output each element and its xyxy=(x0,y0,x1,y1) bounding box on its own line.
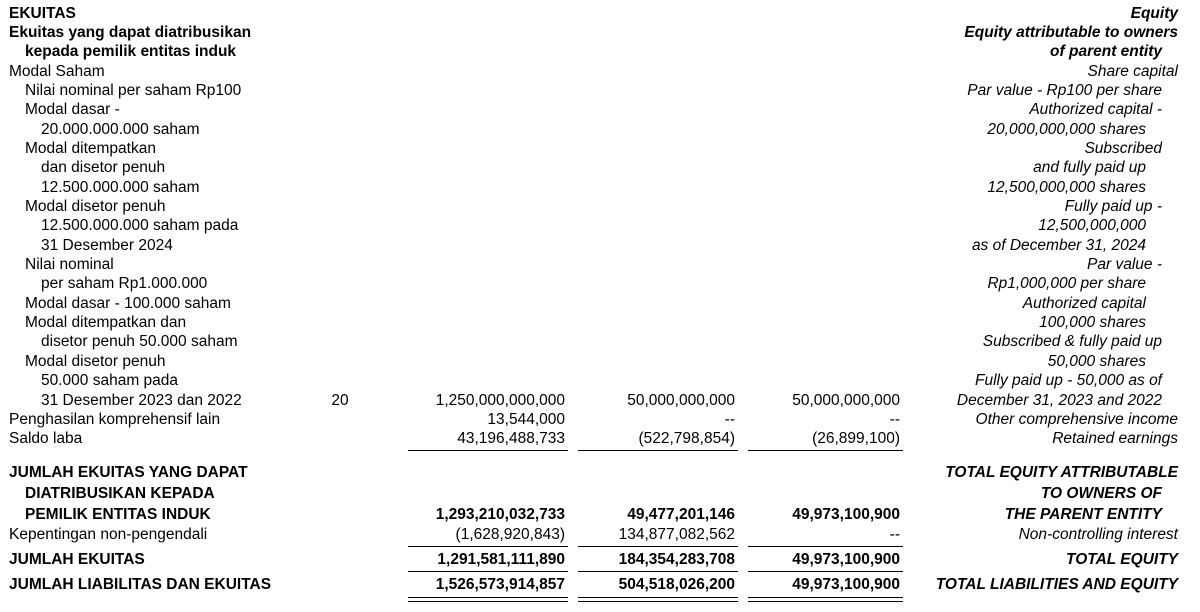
value-2023: -- xyxy=(724,411,735,428)
value-2023: 49,477,201,146 xyxy=(627,506,735,523)
row-subscribed xyxy=(0,139,1200,158)
row-label-en: Retained earnings xyxy=(1052,430,1178,447)
equity-rule-col1 xyxy=(408,571,568,572)
row-total-liab-equity xyxy=(0,575,1200,594)
value-2024: (1,628,920,843) xyxy=(455,526,565,543)
row-label-id: dan disetor penuh xyxy=(41,159,166,176)
header-title-row xyxy=(0,4,1200,23)
value-2024: 1,293,210,032,733 xyxy=(435,506,565,523)
total-equity-label-en: TOTAL EQUITY xyxy=(1066,551,1178,568)
row-authorized xyxy=(0,100,1200,119)
row-label-id: Modal disetor penuh xyxy=(25,353,166,370)
row-label-id: 20.000.000.000 saham xyxy=(41,121,200,138)
row-label-en: 20,000,000,000 shares xyxy=(987,121,1146,138)
row-label-en: Other comprehensive income xyxy=(975,411,1178,428)
row-label-en: Non-controlling interest xyxy=(1018,526,1178,543)
note-ref: 20 xyxy=(331,392,349,409)
row-label-id: Modal ditempatkan dan xyxy=(25,314,187,331)
value-2024: 1,291,581,111,890 xyxy=(437,551,565,568)
total-label-id-3: PEMILIK ENTITAS INDUK xyxy=(25,506,211,523)
row-label-id: Nilai nominal per saham Rp100 xyxy=(25,82,242,99)
double-rule-top-col1 xyxy=(408,597,568,598)
value-2023: 184,354,283,708 xyxy=(618,551,735,568)
section-title-en: Equity xyxy=(1130,5,1178,22)
total-attrib-line1 xyxy=(0,463,1200,482)
row-label-en: 100,000 shares xyxy=(1039,314,1146,331)
value-2023: (522,798,854) xyxy=(638,430,735,447)
value-2022: -- xyxy=(889,411,900,428)
row-fully-paid xyxy=(0,158,1200,177)
row-oci xyxy=(0,410,1200,429)
row-label-en: 50,000 shares xyxy=(1047,353,1146,370)
equity-rule-col3 xyxy=(748,571,903,572)
value-2023: 134,877,082,562 xyxy=(618,526,735,543)
row-label-en: as of December 31, 2024 xyxy=(971,237,1146,254)
value-2023: 504,518,026,200 xyxy=(618,576,735,593)
row-label-id: disetor penuh 50.000 saham xyxy=(41,333,238,350)
total-liab-equity-label-en: TOTAL LIABILITIES AND EQUITY xyxy=(935,576,1178,593)
equity-rule-col2 xyxy=(578,571,738,572)
row-nci xyxy=(0,525,1200,544)
double-rule-bottom-col1 xyxy=(408,601,568,602)
value-2023: 50,000,000,000 xyxy=(627,392,735,409)
row-total-equity xyxy=(0,550,1200,569)
row-label-id: Nilai nominal xyxy=(25,256,114,273)
total-equity-label-id: JUMLAH EKUITAS xyxy=(9,551,145,568)
total-label-id-2: DIATRIBUSIKAN KEPADA xyxy=(25,485,215,502)
row-label-id: Saldo laba xyxy=(9,430,83,447)
total-liab-equity-label-id: JUMLAH LIABILITAS DAN EKUITAS xyxy=(9,576,272,593)
value-2024: 43,196,488,733 xyxy=(457,430,565,447)
row-label-id: Modal dasar - xyxy=(25,101,120,118)
row-label-id: 50.000 saham pada xyxy=(41,372,179,389)
row-label-en: Rp1,000,000 per share xyxy=(987,275,1146,292)
row-label-id: 31 Desember 2023 dan 2022 xyxy=(41,392,242,409)
row-label-id: Modal Saham xyxy=(9,63,105,80)
value-2022: (26,899,100) xyxy=(812,430,900,447)
total-attrib-line2 xyxy=(0,484,1200,503)
row-paid-up-shares xyxy=(0,216,1200,235)
row-label-id: Modal disetor penuh xyxy=(25,198,166,215)
row-par-value xyxy=(0,81,1200,100)
row-share-capital xyxy=(0,62,1200,81)
row-label-en: Authorized capital xyxy=(1022,295,1146,312)
row-label-id: Kepentingan non-pengendali xyxy=(9,526,208,543)
row-paid-up-2c xyxy=(0,391,1200,410)
nci-rule-col3 xyxy=(748,546,903,547)
total-attrib-line3 xyxy=(0,505,1200,524)
subtitle-id-2: kepada pemilik entitas induk xyxy=(25,43,237,60)
nci-rule-col1 xyxy=(408,546,568,547)
row-label-en: Fully paid up - 50,000 as of xyxy=(975,372,1162,389)
double-rule-bottom-col3 xyxy=(748,601,903,602)
subtotal-rule-col2 xyxy=(578,450,738,451)
row-subscribed-2 xyxy=(0,313,1200,332)
subtitle-en-1: Equity attributable to owners xyxy=(964,24,1178,41)
row-label-en: 12,500,000,000 shares xyxy=(987,179,1146,196)
row-subscribed-2b xyxy=(0,332,1200,351)
row-label-en: Fully paid up - xyxy=(1064,198,1162,215)
total-label-en-3: THE PARENT ENTITY xyxy=(1004,506,1162,523)
total-label-id-1: JUMLAH EKUITAS YANG DAPAT xyxy=(9,464,248,481)
row-authorized-2 xyxy=(0,294,1200,313)
total-label-en-2: TO OWNERS OF xyxy=(1040,485,1162,502)
row-label-id: Modal ditempatkan xyxy=(25,140,156,157)
subtotal-rule-col1 xyxy=(408,450,568,451)
value-2022: 49,973,100,900 xyxy=(792,551,900,568)
row-label-en: 12,500,000,000 xyxy=(1038,217,1146,234)
subtitle-en-2: of parent entity xyxy=(1050,43,1162,60)
row-label-id: 31 Desember 2024 xyxy=(41,237,173,254)
double-rule-top-col2 xyxy=(578,597,738,598)
row-paid-up-date xyxy=(0,236,1200,255)
value-2022: 49,973,100,900 xyxy=(792,506,900,523)
value-2024: 1,526,573,914,857 xyxy=(435,576,565,593)
section-title-id: EKUITAS xyxy=(9,5,76,22)
row-paid-up-2 xyxy=(0,352,1200,371)
header-sub2-row xyxy=(0,42,1200,61)
row-label-en: Par value - xyxy=(1087,256,1162,273)
nci-rule-col2 xyxy=(578,546,738,547)
row-label-en: Subscribed & fully paid up xyxy=(982,333,1162,350)
row-label-id: 12.500.000.000 saham xyxy=(41,179,200,196)
row-label-en: Share capital xyxy=(1087,63,1178,80)
row-par-value-2b xyxy=(0,274,1200,293)
total-label-en-1: TOTAL EQUITY ATTRIBUTABLE xyxy=(945,464,1178,481)
row-label-id: 12.500.000.000 saham pada xyxy=(41,217,239,234)
double-rule-bottom-col2 xyxy=(578,601,738,602)
header-sub1-row xyxy=(0,23,1200,42)
value-2022: 50,000,000,000 xyxy=(792,392,900,409)
row-label-en: Authorized capital - xyxy=(1029,101,1162,118)
value-2024: 1,250,000,000,000 xyxy=(435,392,565,409)
row-retained-earnings xyxy=(0,429,1200,448)
value-2022: 49,973,100,900 xyxy=(792,576,900,593)
double-rule-top-col3 xyxy=(748,597,903,598)
subtitle-id-1: Ekuitas yang dapat diatribusikan xyxy=(9,24,252,41)
row-label-en: December 31, 2023 and 2022 xyxy=(956,392,1162,409)
row-label-id: Modal dasar - 100.000 saham xyxy=(25,295,231,312)
value-2024: 13,544,000 xyxy=(487,411,565,428)
subtotal-rule-col3 xyxy=(748,450,903,451)
row-paid-up-2b xyxy=(0,371,1200,390)
row-label-en: Subscribed xyxy=(1084,140,1162,157)
row-par-value-2 xyxy=(0,255,1200,274)
row-label-en: Par value - Rp100 per share xyxy=(967,82,1162,99)
row-label-id: Penghasilan komprehensif lain xyxy=(9,411,221,428)
row-label-en: and fully paid up xyxy=(1033,159,1146,176)
row-authorized-shares xyxy=(0,120,1200,139)
row-paid-up xyxy=(0,197,1200,216)
row-subscribed-shares xyxy=(0,178,1200,197)
row-label-id: per saham Rp1.000.000 xyxy=(41,275,208,292)
value-2022: -- xyxy=(889,526,900,543)
